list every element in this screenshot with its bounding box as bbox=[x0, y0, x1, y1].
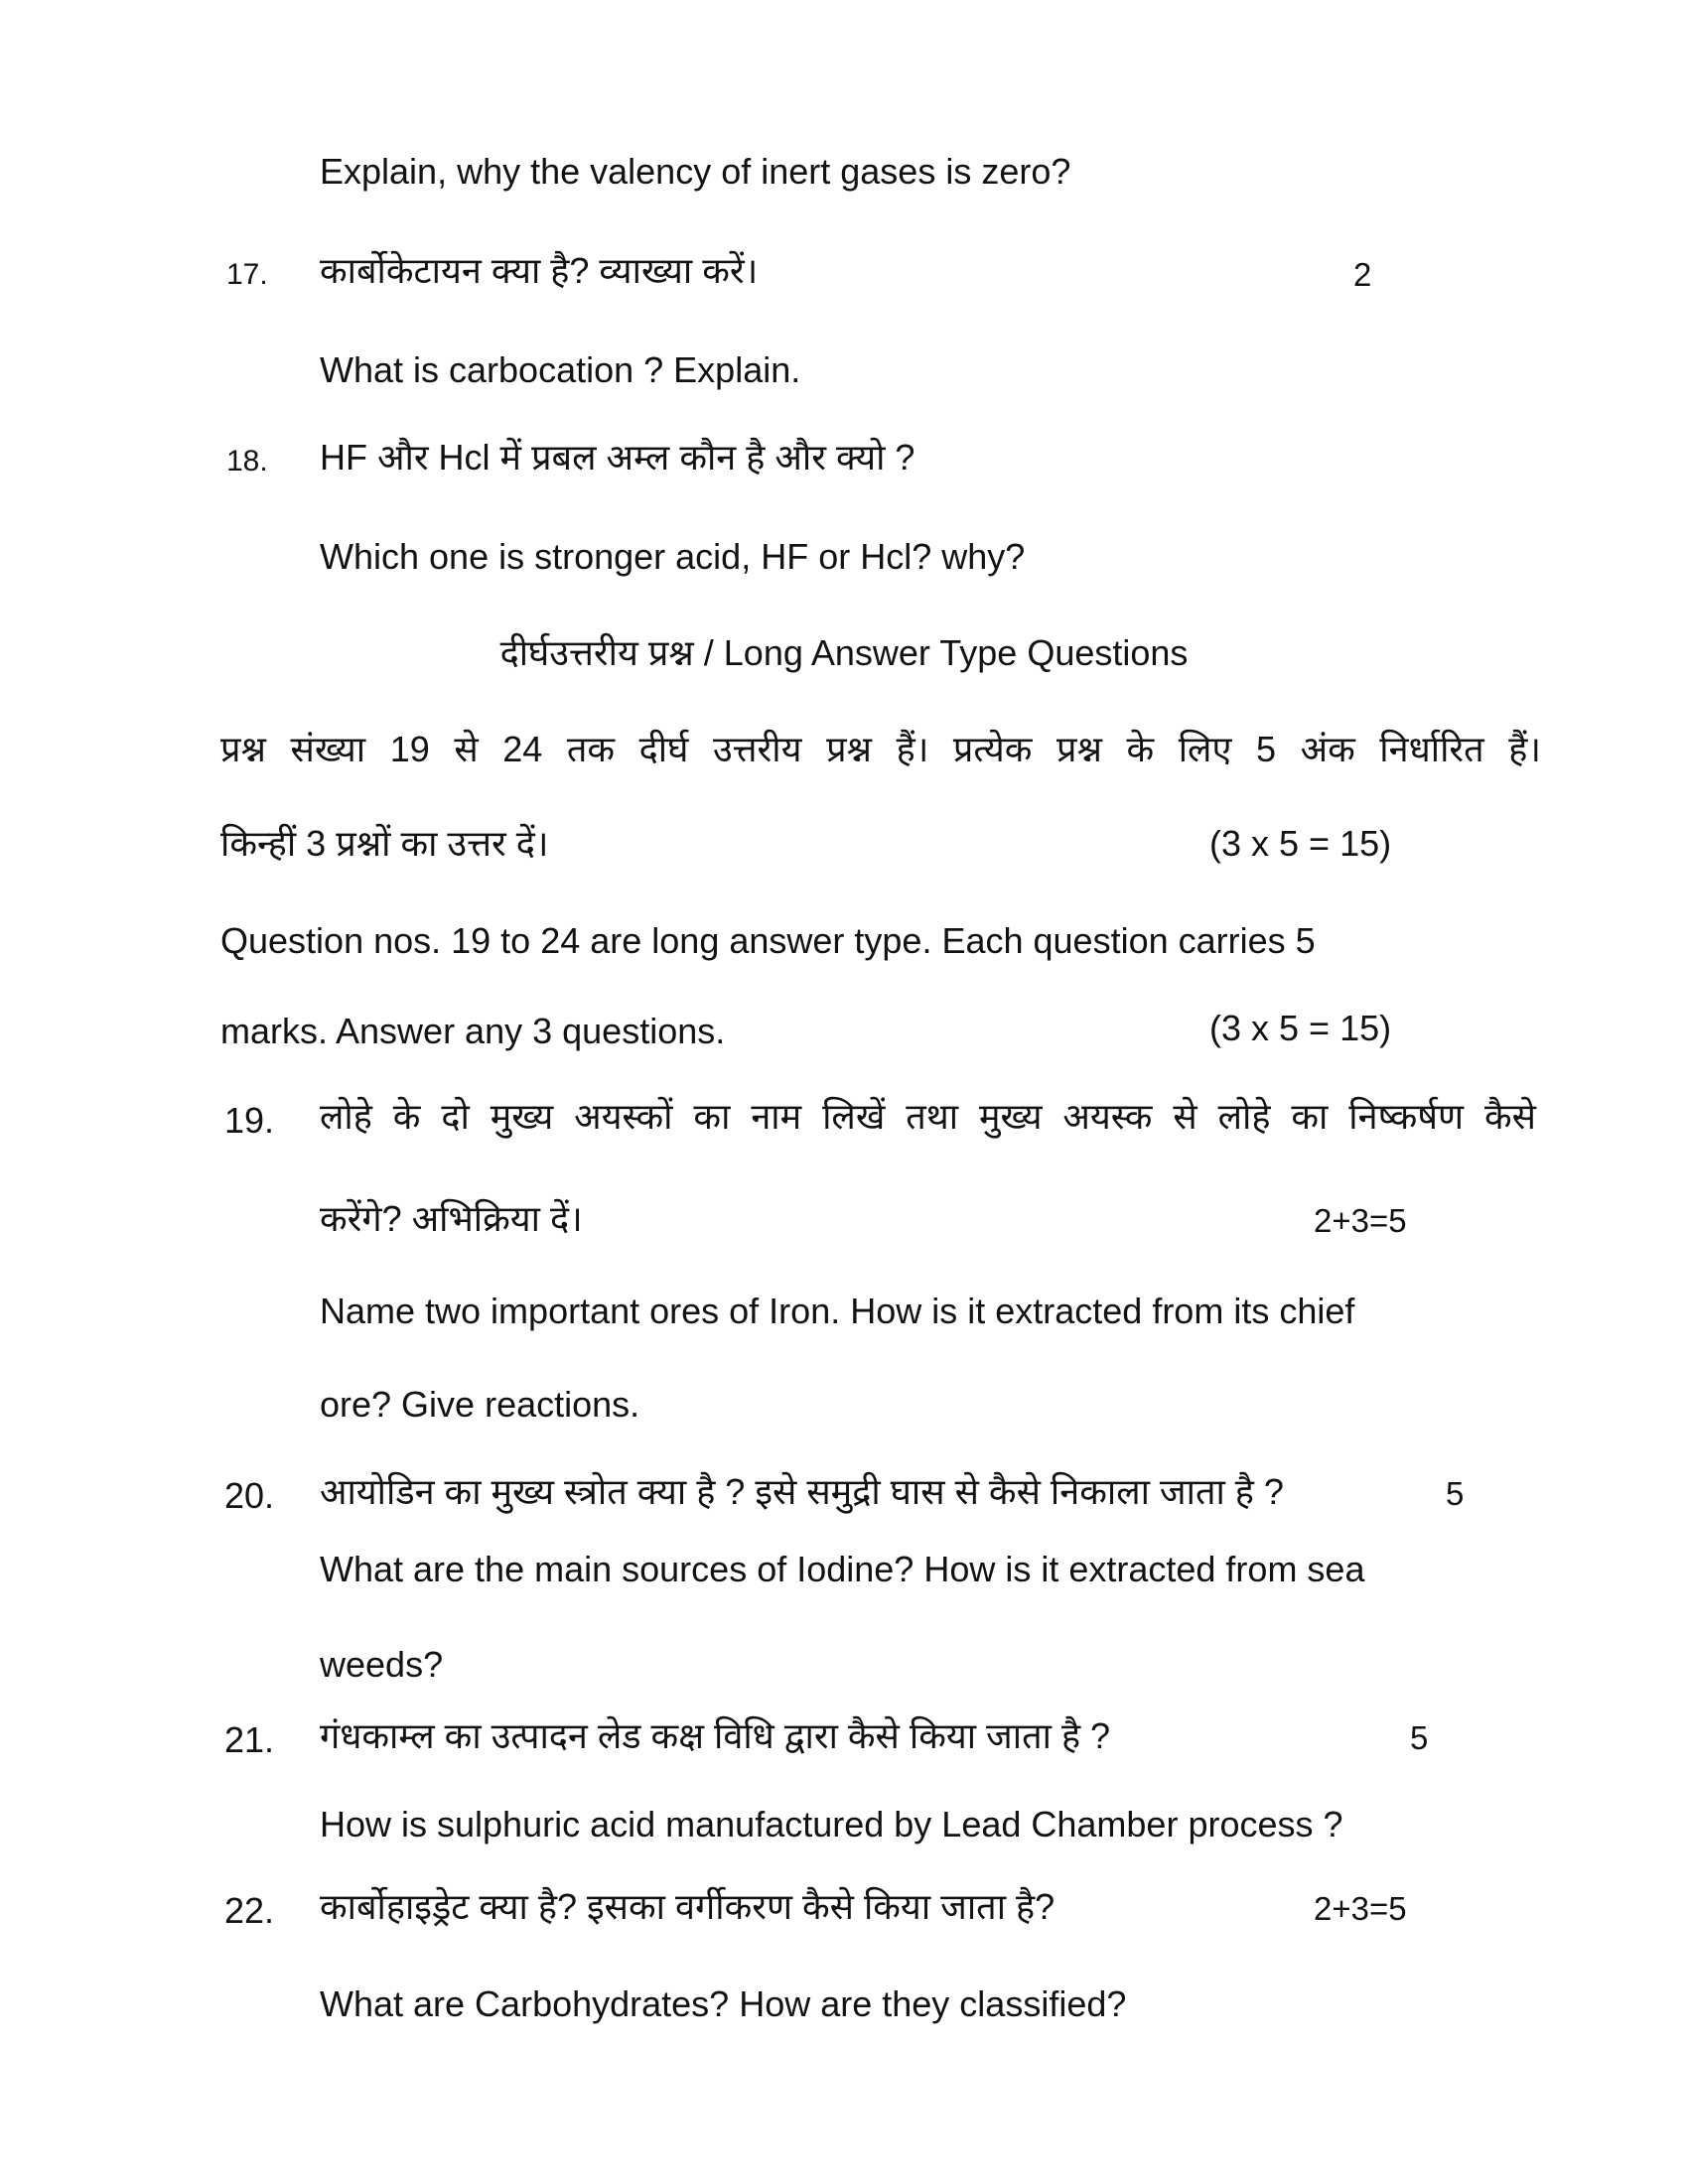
question-20-english-line2: weeds? bbox=[320, 1644, 444, 1685]
question-19-number: 19. bbox=[224, 1100, 275, 1141]
question-17-english-text: What is carbocation ? Explain. bbox=[320, 349, 801, 390]
question-20-marks: 5 bbox=[1446, 1475, 1465, 1512]
question-22-number: 22. bbox=[224, 1890, 275, 1931]
question-18-english-text: Which one is stronger acid, HF or Hcl? why? bbox=[320, 536, 1026, 577]
question-19-english-line1: Name two important ores of Iron. How is it extracted from its chief bbox=[320, 1291, 1355, 1331]
instructions-english-line2: marks. Answer any 3 questions. bbox=[220, 1011, 726, 1051]
question-21-marks: 5 bbox=[1410, 1719, 1429, 1756]
question-17-marks: 2 bbox=[1353, 256, 1372, 293]
question-21-english-text: How is sulphuric acid manufactured by Lead Chamber process ? bbox=[320, 1804, 1343, 1844]
question-19-english-line2: ore? Give reactions. bbox=[320, 1384, 640, 1425]
question-20-number: 20. bbox=[224, 1475, 275, 1516]
question-22-english-text: What are Carbohydrates? How are they classified? bbox=[320, 1983, 1127, 2024]
question-17-hindi-text: कार्बोकेटायन क्या है? व्याख्या करें। bbox=[320, 250, 759, 291]
instructions-hindi-marks: (3 x 5 = 15) bbox=[1209, 823, 1392, 864]
question-19-marks: 2+3=5 bbox=[1314, 1202, 1407, 1239]
instructions-hindi-line2: किन्हीं 3 प्रश्नों का उत्तर दें। bbox=[220, 823, 549, 864]
instructions-hindi-line1: प्रश्न संख्या 19 से 24 तक दीर्घ उत्तरीय प्रश्न हैं। प्रत्येक प्रश्न के लिए 5 अंक निर्धारित हैं। bbox=[220, 729, 1541, 769]
question-19-hindi-line2: करेंगे? अभिक्रिया दें। bbox=[320, 1198, 583, 1239]
instructions-english-line1: Question nos. 19 to 24 are long answer type. Each question carries 5 bbox=[220, 920, 1316, 961]
question-16-english-text: Explain, why the valency of inert gases is zero? bbox=[320, 151, 1071, 192]
question-22-marks: 2+3=5 bbox=[1314, 1890, 1407, 1927]
question-18-hindi-text: HF और Hcl में प्रबल अम्ल कौन है और क्यो ? bbox=[320, 437, 915, 478]
question-21-number: 21. bbox=[224, 1719, 275, 1760]
instructions-english-marks: (3 x 5 = 15) bbox=[1209, 1008, 1392, 1048]
question-21-hindi-text: गंधकाम्ल का उत्पादन लेड कक्ष विधि द्वारा कैसे किया जाता है ? bbox=[320, 1715, 1111, 1756]
question-18-number: 18. bbox=[226, 445, 268, 478]
question-17-number: 17. bbox=[226, 258, 268, 291]
question-19-hindi-line1: लोहे के दो मुख्य अयस्कों का नाम लिखें तथा मुख्य अयस्क से लोहे का निष्कर्षण कैसे bbox=[320, 1096, 1536, 1137]
question-20-english-line1: What are the main sources of Iodine? How is it extracted from sea bbox=[320, 1549, 1365, 1589]
section-heading-long-answer: दीर्घउत्तरीय प्रश्न / Long Answer Type Questions bbox=[499, 632, 1189, 673]
question-22-hindi-text: कार्बोहाइड्रेट क्या है? इसका वर्गीकरण कैसे किया जाता है? bbox=[320, 1886, 1055, 1927]
question-20-hindi-text: आयोडिन का मुख्य स्त्रोत क्या है ? इसे समुद्री घास से कैसे निकाला जाता है ? bbox=[320, 1471, 1284, 1512]
